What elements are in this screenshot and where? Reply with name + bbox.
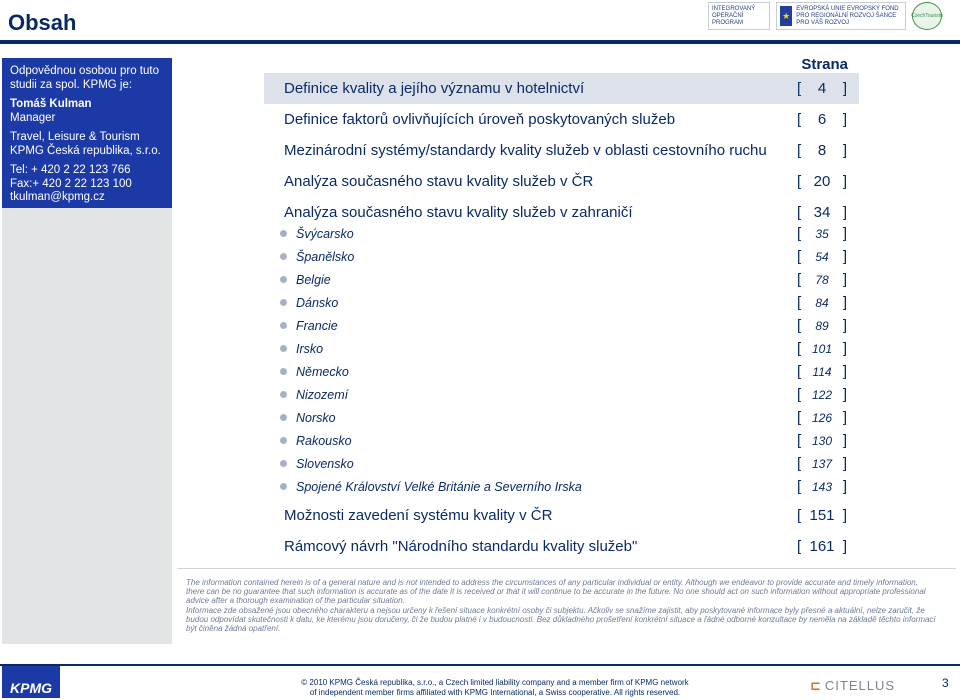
toc-subentry[interactable] bbox=[264, 475, 859, 498]
toc-subentry-page: [ 78 ] bbox=[797, 271, 847, 288]
toc-subentry-page: [ 143 ] bbox=[797, 478, 847, 495]
bullet-icon bbox=[280, 230, 287, 237]
bullet-icon bbox=[280, 322, 287, 329]
disclaimer-cz: Informace zde obsažené jsou obecného charakteru a nejsou určeny k řešení situace konkrétní osoby či subjektu. Ačkoliv se snažíme zajistit, aby poskytované informace byly přesné a aktuální, nelze zaručit, že budou odpovídat skutečnosti k datu, ke kterému jsou doručeny, či že budou platné i v budoucnosti. Bez důkladného prošetření konkrétní situace a řádné odborné konzultace by neměla na základě těchto informací být činěna žádná opatření. bbox=[186, 605, 936, 634]
page-number: 3 bbox=[942, 676, 949, 690]
toc-entry[interactable] bbox=[264, 166, 859, 197]
toc-subentry[interactable] bbox=[264, 291, 859, 314]
bullet-icon bbox=[280, 437, 287, 444]
eu-flag-icon: ★ bbox=[780, 6, 792, 26]
toc-subentry[interactable] bbox=[264, 245, 859, 268]
bullet-icon bbox=[280, 460, 287, 467]
toc-entry-page: [ 6 ] bbox=[797, 111, 847, 128]
iop-logo: INTEGROVANÝ OPERAČNÍ PROGRAM bbox=[708, 2, 770, 30]
toc-entry-label: Analýza současného stavu kvality služeb v zahraničí bbox=[284, 204, 633, 221]
partner-logos bbox=[708, 2, 942, 30]
contact-department: Travel, Leisure & Tourism bbox=[10, 131, 140, 143]
toc-subentry-label: Německo bbox=[296, 364, 349, 379]
toc-entry[interactable] bbox=[264, 500, 859, 531]
toc-subentry-page: [ 114 ] bbox=[797, 363, 847, 380]
toc-subentry[interactable] bbox=[264, 268, 859, 291]
sidebar bbox=[2, 58, 172, 644]
kpmg-logo: KPMG bbox=[2, 666, 60, 698]
disclaimer bbox=[186, 578, 938, 633]
toc-subentry[interactable] bbox=[264, 222, 859, 245]
toc-subentry[interactable] bbox=[264, 406, 859, 429]
toc-subentry-page: [ 122 ] bbox=[797, 386, 847, 403]
toc-subentry-label: Švýcarsko bbox=[296, 226, 354, 241]
footer-rule bbox=[0, 664, 960, 666]
disclaimer-separator bbox=[178, 568, 956, 569]
toc-entry-page: [ 34 ] bbox=[797, 204, 847, 221]
page-title: Obsah bbox=[8, 10, 77, 35]
toc-subentry-page: [ 130 ] bbox=[797, 432, 847, 449]
contact-intro: Odpovědnou osobou pro tuto studii za spol. KPMG je: bbox=[10, 65, 159, 91]
toc-subentry-page: [ 137 ] bbox=[797, 455, 847, 472]
copyright-line-2: of independent member firms affiliated with KPMG International, a Swiss cooperative. All rights reserved. bbox=[309, 688, 681, 697]
bullet-icon bbox=[280, 345, 287, 352]
contact-role: Manager bbox=[10, 111, 56, 124]
toc-subentry[interactable] bbox=[264, 337, 859, 360]
toc-entry-label: Definice kvality a jejího významu v hotelnictví bbox=[284, 80, 585, 97]
eu-logo bbox=[776, 2, 906, 30]
toc-subentry-label: Irsko bbox=[296, 341, 324, 356]
toc-subentry-label: Francie bbox=[296, 318, 338, 333]
toc-subentry-page: [ 126 ] bbox=[797, 409, 847, 426]
toc-entry[interactable] bbox=[264, 73, 859, 104]
header-rule bbox=[0, 40, 960, 44]
toc-subentry-label: Španělsko bbox=[296, 249, 355, 264]
toc-subentry-label: Nizozemí bbox=[296, 387, 349, 402]
bullet-icon bbox=[280, 253, 287, 260]
eu-logo-text: EVROPSKÁ UNIE EVROPSKÝ FOND PRO REGIONÁLNÍ ROZVOJ ŠANCE PRO VÁŠ ROZVOJ bbox=[796, 5, 899, 26]
toc-subentry-page: [ 54 ] bbox=[797, 248, 847, 265]
toc-subentry-page: [ 101 ] bbox=[797, 340, 847, 357]
toc-subentry[interactable] bbox=[264, 429, 859, 452]
contact-tel: Tel: + 420 2 22 123 766 bbox=[10, 164, 131, 176]
toc-entry-page: [ 4 ] bbox=[797, 80, 847, 97]
toc-entry-page: [ 151 ] bbox=[797, 507, 847, 524]
toc-entry[interactable] bbox=[264, 135, 859, 166]
bullet-icon bbox=[280, 299, 287, 306]
page-column-header: Strana bbox=[801, 56, 848, 73]
citellus-mark-icon: ⊏ bbox=[810, 678, 822, 693]
copyright-line-1: © 2010 KPMG Česká republika, s.r.o., a Czech limited liability company and a member firm of KPMG network bbox=[301, 678, 689, 687]
bullet-icon bbox=[280, 414, 287, 421]
bullet-icon bbox=[280, 483, 287, 490]
toc-subentry[interactable] bbox=[264, 383, 859, 406]
toc-entry-page: [ 161 ] bbox=[797, 538, 847, 555]
czechtourism-logo: CzechTourism bbox=[912, 2, 942, 30]
bullet-icon bbox=[280, 368, 287, 375]
toc-subentry-page: [ 89 ] bbox=[797, 317, 847, 334]
contact-email[interactable]: tkulman@kpmg.cz bbox=[10, 191, 105, 203]
toc-subentry-label: Dánsko bbox=[296, 295, 339, 310]
toc-entry-label: Definice faktorů ovlivňujících úroveň poskytovaných služeb bbox=[284, 111, 676, 128]
toc-subentry-label: Norsko bbox=[296, 410, 336, 425]
toc-subentry[interactable] bbox=[264, 452, 859, 475]
disclaimer-en: The information contained herein is of a general nature and is not intended to address the circumstances of any particular individual or entity. Although we endeavor to provide accurate and timely information, there can be no guarantee that such information is accurate as of the date it is received or that it will continue to be accurate in the future. No one should act on such information without appropriate professional advice after a thorough examination of the particular situation. bbox=[186, 578, 926, 606]
toc-entry-page: [ 8 ] bbox=[797, 142, 847, 159]
toc-subentry-label: Rakousko bbox=[296, 433, 352, 448]
toc-entry[interactable] bbox=[264, 531, 859, 562]
toc-subentry-label: Slovensko bbox=[296, 456, 354, 471]
contact-company: KPMG Česká republika, s.r.o. bbox=[10, 144, 161, 157]
toc-entry[interactable] bbox=[264, 104, 859, 135]
toc-entry-page: [ 20 ] bbox=[797, 173, 847, 190]
toc-entry-label: Analýza současného stavu kvality služeb v ČR bbox=[284, 173, 594, 190]
toc-subentry-label: Spojené Království Velké Británie a Severního Irska bbox=[296, 479, 582, 494]
contact-box bbox=[2, 58, 172, 208]
toc-subentry-page: [ 35 ] bbox=[797, 225, 847, 242]
toc-subentry[interactable] bbox=[264, 314, 859, 337]
page-header bbox=[0, 0, 960, 48]
citellus-text: CITELLUS bbox=[824, 678, 896, 693]
toc-entry-label: Mezinárodní systémy/standardy kvality služeb v oblasti cestovního ruchu bbox=[284, 142, 767, 159]
citellus-logo bbox=[810, 678, 895, 694]
copyright bbox=[250, 678, 740, 698]
toc-subentry[interactable] bbox=[264, 360, 859, 383]
contact-name: Tomáš Kulman bbox=[10, 98, 92, 110]
bullet-icon bbox=[280, 276, 287, 283]
toc-subentry-label: Belgie bbox=[296, 272, 331, 287]
toc-entry-label: Rámcový návrh "Národního standardu kvality služeb" bbox=[284, 538, 638, 555]
toc-subentry-page: [ 84 ] bbox=[797, 294, 847, 311]
contact-fax: Fax:+ 420 2 22 123 100 bbox=[10, 177, 132, 190]
bullet-icon bbox=[280, 391, 287, 398]
toc-entry-label: Možnosti zavedení systému kvality v ČR bbox=[284, 507, 553, 524]
